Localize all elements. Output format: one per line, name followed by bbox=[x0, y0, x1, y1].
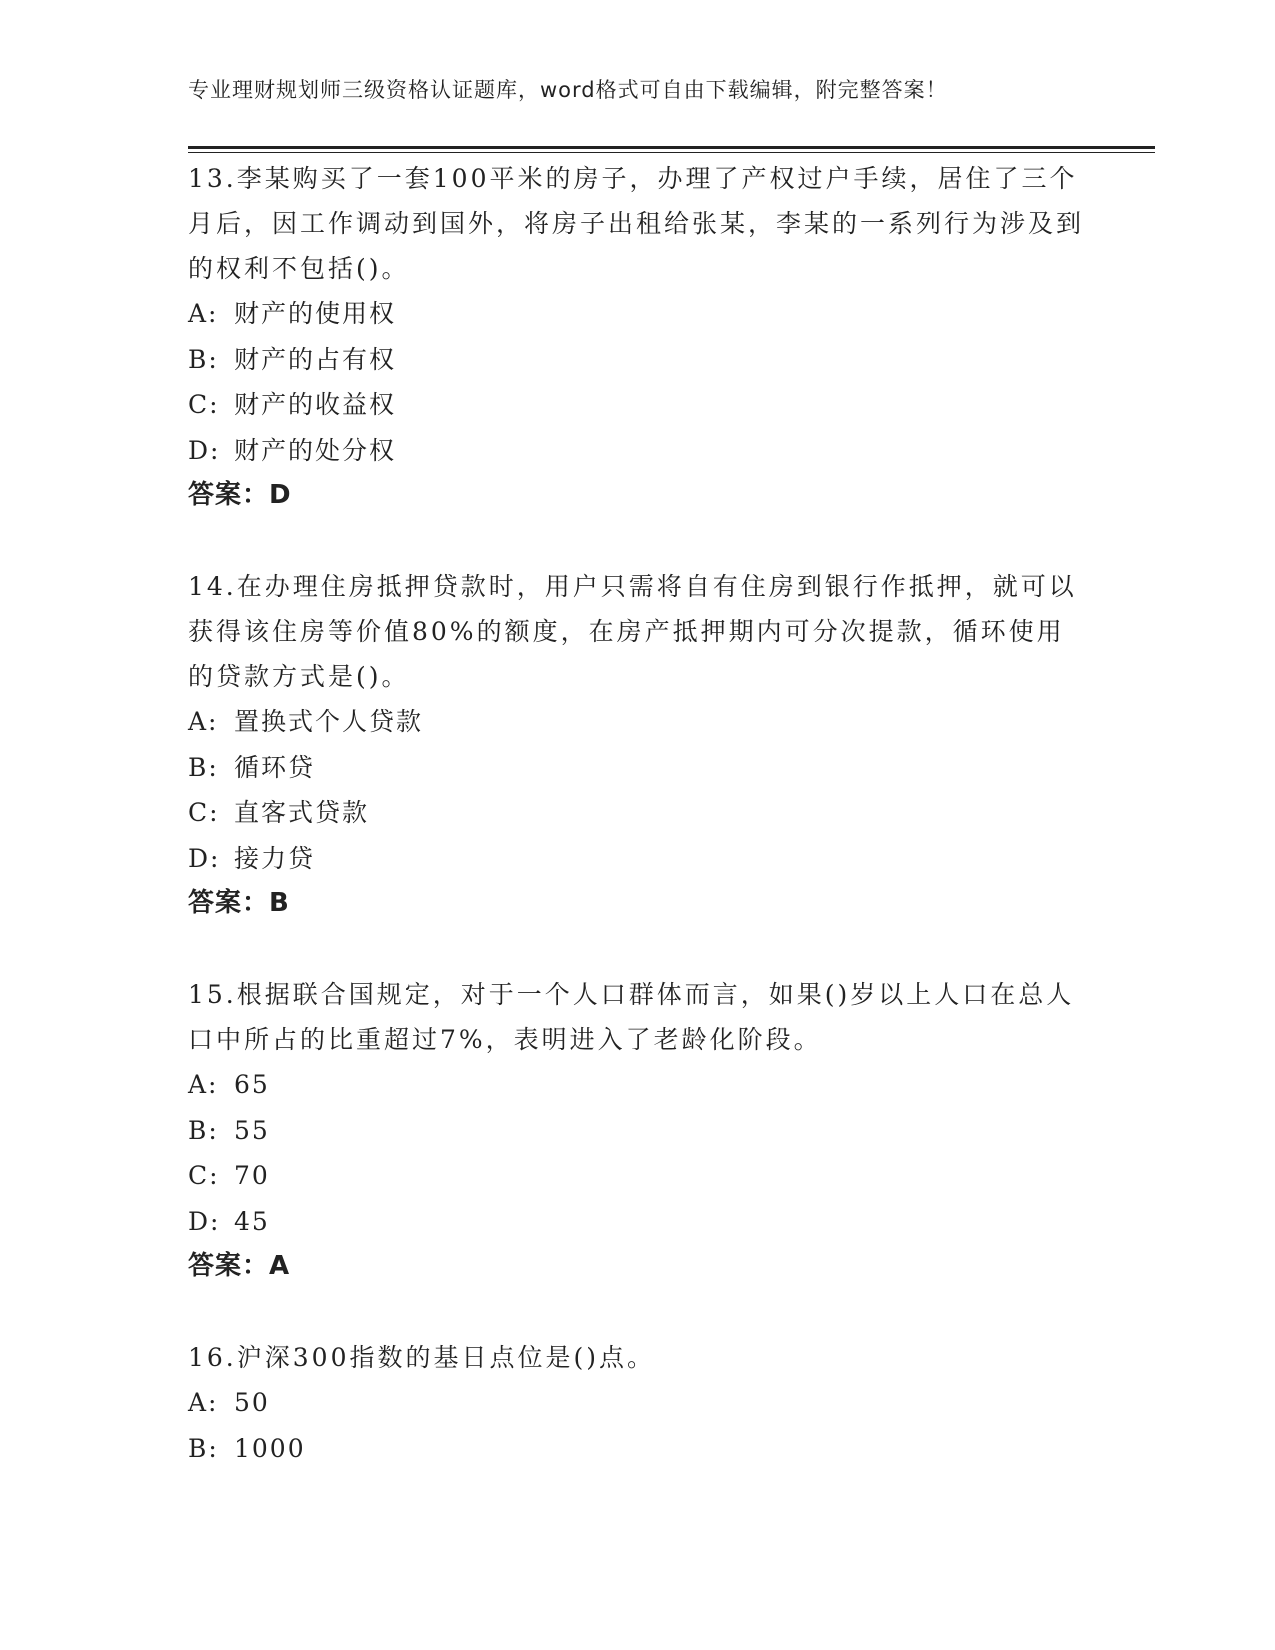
option-letter: B: bbox=[188, 344, 219, 374]
question-stem: 15.根据联合国规定，对于一个人口群体而言，如果()岁以上人口在总人口中所占的比重超过7%，表明进入了老龄化阶段。 bbox=[188, 980, 1075, 1054]
option-letter: D: bbox=[188, 435, 221, 465]
option-letter: D: bbox=[188, 843, 221, 873]
option-letter: A: bbox=[188, 299, 219, 328]
option-text: 财产的收益权 bbox=[234, 390, 397, 419]
option-letter: C: bbox=[188, 390, 220, 419]
header-rule-thin bbox=[188, 152, 1155, 153]
option-a bbox=[188, 1380, 1088, 1426]
option-d bbox=[188, 836, 1088, 882]
option-d bbox=[188, 1199, 1088, 1245]
option-c bbox=[188, 1153, 1088, 1199]
option-letter: A: bbox=[188, 707, 219, 736]
question-stem: 16.沪深300指数的基日点位是()点。 bbox=[188, 1343, 655, 1372]
option-a bbox=[188, 699, 1088, 745]
option-text: 循环贷 bbox=[234, 752, 316, 782]
option-b bbox=[188, 1108, 1088, 1154]
option-text: 65 bbox=[234, 1070, 270, 1099]
option-letter: B: bbox=[188, 1433, 219, 1463]
header-rule-thick bbox=[188, 146, 1155, 149]
option-text: 55 bbox=[234, 1115, 270, 1145]
answer-line: 答案：A bbox=[188, 1251, 291, 1281]
option-a bbox=[188, 1062, 1088, 1108]
option-letter: C: bbox=[188, 1161, 220, 1190]
answer-line: 答案：B bbox=[188, 888, 290, 918]
option-text: 财产的处分权 bbox=[234, 435, 397, 465]
option-letter: C: bbox=[188, 798, 220, 827]
option-c bbox=[188, 790, 1088, 836]
option-d bbox=[188, 428, 1088, 474]
option-text: 置换式个人贷款 bbox=[234, 707, 424, 736]
option-b bbox=[188, 745, 1088, 791]
question-stem: 14.在办理住房抵押贷款时，用户只需将自有住房到银行作抵押，就可以获得该住房等价值80%的额度，在房产抵押期内可分次提款，循环使用的贷款方式是()。 bbox=[188, 572, 1077, 691]
option-b bbox=[188, 337, 1088, 383]
question-list bbox=[188, 156, 1088, 1517]
option-letter: B: bbox=[188, 1115, 219, 1145]
question-14 bbox=[188, 564, 1088, 926]
option-letter: A: bbox=[188, 1388, 219, 1417]
question-stem: 13.李某购买了一套100平米的房子，办理了产权过户手续，居住了三个月后，因工作调动到国外，将房子出租给张某，李某的一系列行为涉及到的权利不包括()。 bbox=[188, 164, 1085, 283]
option-text: 1000 bbox=[234, 1433, 306, 1463]
answer-line: 答案：D bbox=[188, 480, 292, 510]
option-text: 财产的占有权 bbox=[234, 344, 397, 374]
option-letter: B: bbox=[188, 752, 219, 782]
option-c bbox=[188, 382, 1088, 428]
option-text: 直客式贷款 bbox=[234, 798, 370, 827]
option-letter: D: bbox=[188, 1206, 221, 1236]
option-text: 50 bbox=[234, 1388, 270, 1417]
question-16 bbox=[188, 1335, 1088, 1471]
question-15 bbox=[188, 972, 1088, 1289]
option-text: 45 bbox=[234, 1206, 270, 1236]
option-a bbox=[188, 291, 1088, 337]
option-text: 接力贷 bbox=[234, 843, 316, 873]
option-b bbox=[188, 1426, 1088, 1472]
option-letter: A: bbox=[188, 1070, 219, 1099]
page-header: 专业理财规划师三级资格认证题库，word格式可自由下载编辑，附完整答案！ bbox=[188, 78, 948, 102]
question-13 bbox=[188, 156, 1088, 518]
option-text: 财产的使用权 bbox=[234, 299, 397, 328]
option-text: 70 bbox=[234, 1161, 270, 1190]
